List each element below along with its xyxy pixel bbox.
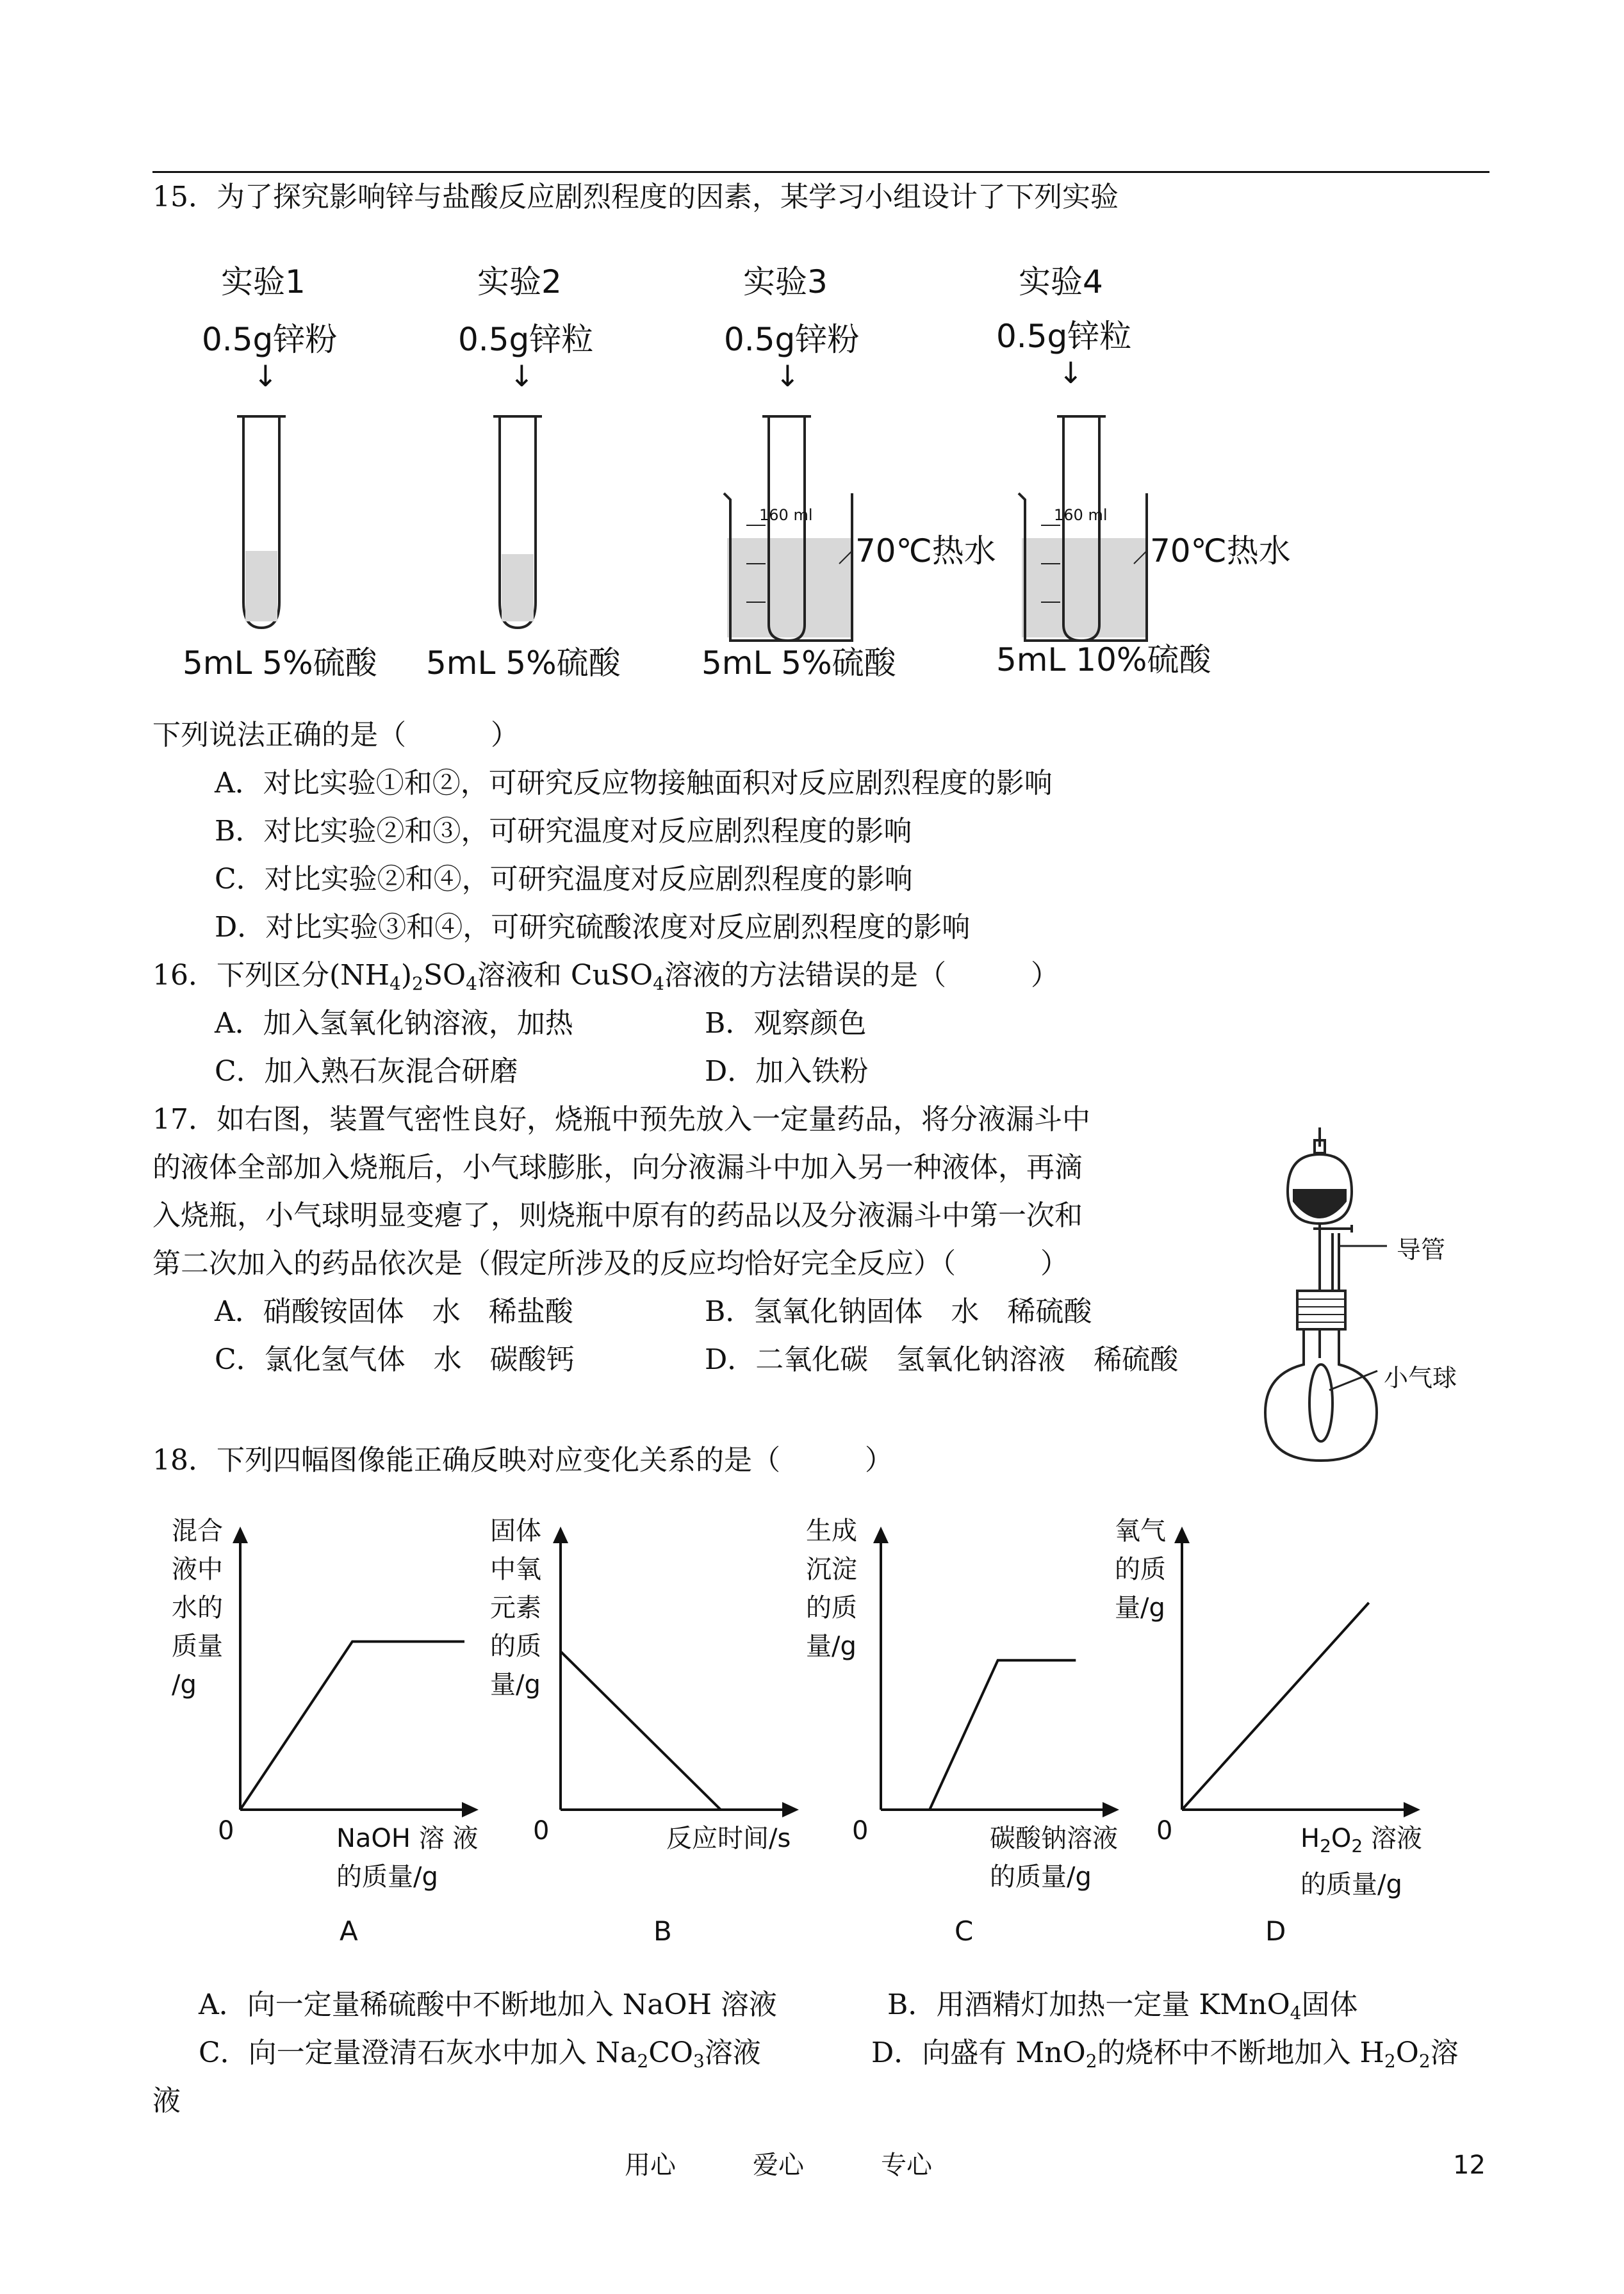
chart-d-series-line: [1182, 1603, 1369, 1810]
q17-stem-line-3: 入烧瓶，小气球明显变瘪了，则烧瓶中原有的药品以及分液漏斗中第一次和: [152, 1199, 1083, 1232]
chart-b-letter: B: [653, 1915, 672, 1947]
q17-option-b: B．氢氧化钠固体 水 稀硫酸: [705, 1295, 1092, 1328]
q15-prompt: 下列说法正确的是（ ）: [152, 719, 519, 751]
chart-c-origin: 0: [852, 1816, 869, 1846]
q17-option-c: C．氯化氢气体 水 碳酸钙: [215, 1343, 575, 1376]
chart-d-letter: D: [1265, 1915, 1286, 1947]
q18-option-b: B．用酒精灯加热一定量 KMnO$_4$固体: [887, 1988, 1358, 2024]
q18-option-d-wrap: 液: [152, 2085, 181, 2117]
q17-label-balloon: 小气球: [1384, 1364, 1457, 1392]
exp2-reagent: 0.5g锌粒: [458, 321, 594, 358]
exp3-arrow-icon: ↓: [775, 359, 800, 393]
q15-option-a: A．对比实验①和②，可研究反应物接触面积对反应剧烈程度的影响: [215, 767, 1053, 799]
q18-stem: 18．下列四幅图像能正确反映对应变化关系的是（ ）: [152, 1444, 893, 1477]
chart-d-xlabel: $H_2O_2$ 溶液 的质量/g: [1300, 1824, 1422, 1899]
q17-option-a: A．硝酸铵固体 水 稀盐酸: [215, 1295, 573, 1328]
chart-d-ylabel: 氧气 的质 量/g: [1115, 1516, 1166, 1623]
q15-option-b: B．对比实验②和③，可研究温度对反应剧烈程度的影响: [215, 815, 912, 848]
chart-b-series-line: [561, 1651, 721, 1810]
exp4-acid: 5mL 10%硫酸: [996, 641, 1211, 678]
chart-d-y-arrow-icon: [1174, 1527, 1190, 1543]
chart-c-series-line: [881, 1660, 1076, 1810]
exp1-title: 实验1: [221, 263, 306, 300]
exp1-reagent: 0.5g锌粉: [202, 321, 338, 358]
q17-label-tube: 导管: [1397, 1236, 1446, 1264]
exp2-arrow-icon: ↓: [509, 359, 534, 393]
exp3-beaker-scale: 160 ml: [759, 506, 813, 524]
q18-option-a: A．向一定量稀硫酸中不断地加入 NaOH 溶液: [199, 1988, 777, 2021]
chart-d-x-arrow-icon: [1404, 1802, 1420, 1817]
q15-stem: 15．为了探究影响锌与盐酸反应剧烈程度的因素，某学习小组设计了下列实验: [152, 181, 1119, 213]
exp4-title: 实验4: [1019, 263, 1103, 300]
q16-option-b: B．观察颜色: [705, 1007, 867, 1040]
exp4-arrow-icon: ↓: [1058, 356, 1083, 390]
chart-b-origin: 0: [533, 1816, 550, 1846]
exp4-reagent: 0.5g锌粒: [996, 318, 1132, 355]
exp1-arrow-icon: ↓: [253, 359, 278, 393]
chart-b-xlabel: 反应时间/s: [666, 1824, 791, 1853]
chart-a-ylabel: 混合 液中 水的 质量 /g: [172, 1516, 223, 1700]
q16-option-d: D．加入铁粉: [705, 1055, 869, 1088]
q18-option-d: D．向盛有 MnO$_2$的烧杯中不断地加入 $H_2O_2$溶: [871, 2036, 1459, 2072]
chart-c-ylabel: 生成 沉淀 的质 量/g: [806, 1516, 857, 1661]
q17-stem-line-2: 的液体全部加入烧瓶后，小气球膨胀，向分液漏斗中加入另一种液体，再滴: [152, 1151, 1083, 1184]
chart-b-y-arrow-icon: [553, 1527, 568, 1543]
chart-c-letter: C: [955, 1915, 974, 1947]
exp3-acid: 5mL 5%硫酸: [701, 644, 896, 682]
exp2-title: 实验2: [477, 263, 562, 300]
exp4-beaker-scale: 160 ml: [1054, 506, 1108, 524]
q15-option-d: D．对比实验③和④，可研究硫酸浓度对反应剧烈程度的影响: [215, 911, 971, 944]
chart-a-origin: 0: [218, 1816, 234, 1846]
page-number: 12: [1453, 2151, 1486, 2180]
chart-c-xlabel: 碳酸钠溶液 的质量/g: [990, 1824, 1118, 1892]
q16-stem: 16．下列区分$(NH_4)_2SO_4$溶液和 CuSO$_4$溶液的方法错误的是（ ）: [152, 959, 1059, 994]
exp4-bath: 70℃热水: [1150, 532, 1291, 569]
q16-option-a: A．加入氢氧化钠溶液，加热: [215, 1007, 573, 1040]
exp2-acid: 5mL 5%硫酸: [426, 644, 621, 682]
q16-option-c: C．加入熟石灰混合研磨: [215, 1055, 518, 1088]
exp3-reagent: 0.5g锌粉: [724, 321, 860, 358]
chart-c-y-arrow-icon: [873, 1527, 889, 1543]
chart-b-x-arrow-icon: [782, 1802, 799, 1817]
chart-a-x-arrow-icon: [462, 1802, 479, 1817]
chart-d-origin: 0: [1156, 1816, 1173, 1846]
q17-stem-line-1: 17．如右图，装置气密性良好，烧瓶中预先放入一定量药品，将分液漏斗中: [152, 1103, 1090, 1136]
chart-a-series-line: [240, 1642, 464, 1810]
chart-c-x-arrow-icon: [1103, 1802, 1119, 1817]
q15-option-c: C．对比实验②和④，可研究温度对反应剧烈程度的影响: [215, 863, 913, 896]
q17-stem-line-4: 第二次加入的药品依次是（假定所涉及的反应均恰好完全反应）（ ）: [152, 1247, 1069, 1280]
chart-a-y-arrow-icon: [233, 1527, 248, 1543]
chart-a-letter: A: [340, 1915, 358, 1947]
q17-option-d: D．二氧化碳 氢氧化钠溶液 稀硫酸: [705, 1343, 1179, 1376]
exp3-bath: 70℃热水: [855, 532, 996, 569]
exp3-title: 实验3: [743, 263, 828, 300]
exp1-acid: 5mL 5%硫酸: [183, 644, 377, 682]
chart-b-ylabel: 固体 中氧 元素 的质 量/g: [490, 1516, 541, 1700]
chart-a-xlabel: NaOH 溶 液 的质量/g: [336, 1824, 479, 1892]
footer-slogan: 用心 爱心 专心: [625, 2151, 932, 2180]
q18-option-c: C．向一定量澄清石灰水中加入 $Na_2CO_3$溶液: [199, 2036, 761, 2072]
